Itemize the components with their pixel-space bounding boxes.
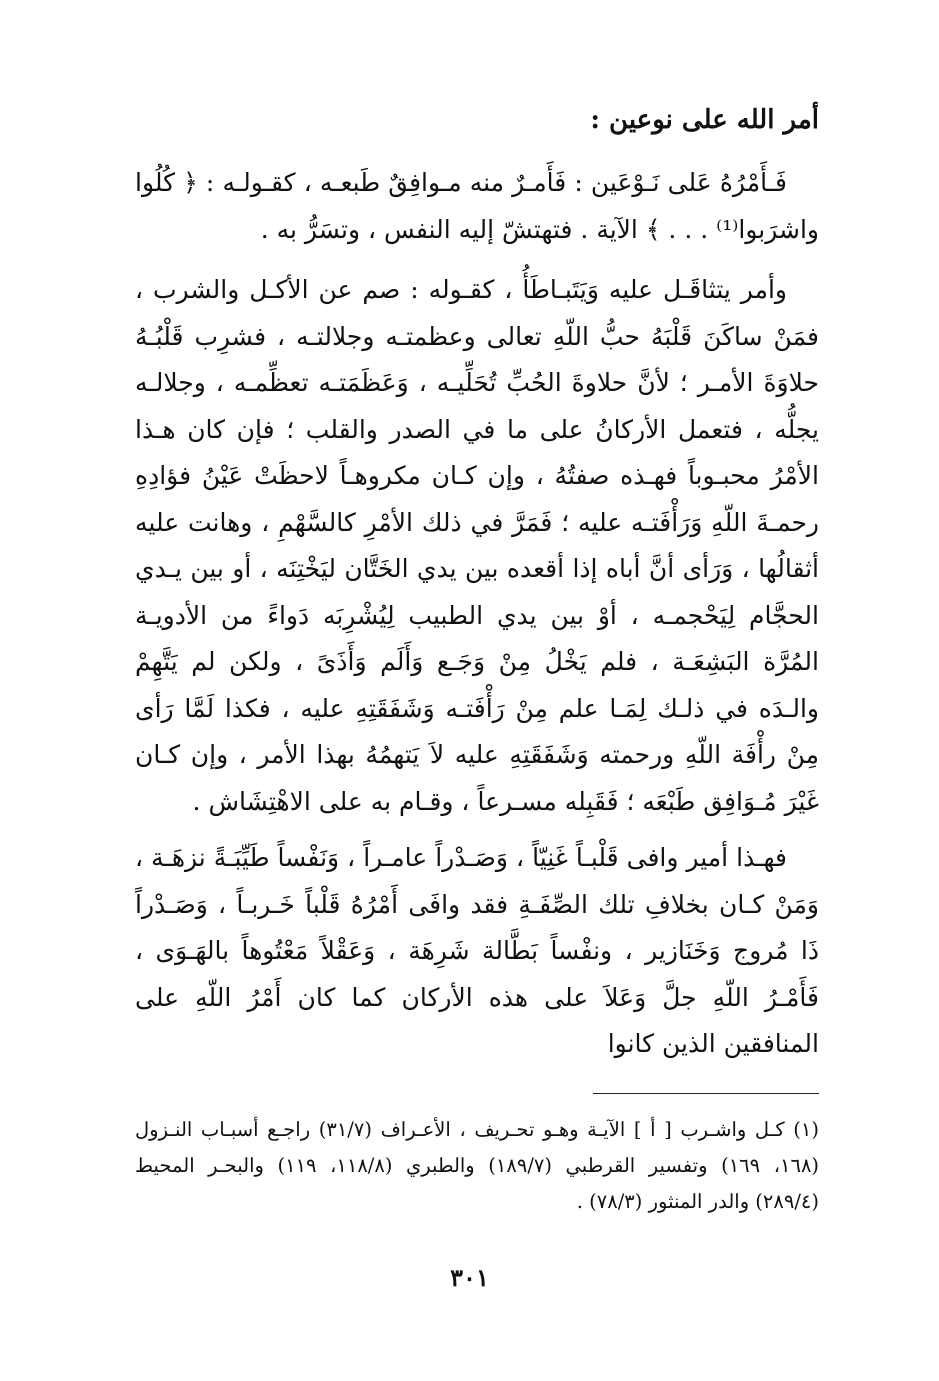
page-number: ٣٠١ xyxy=(450,1263,489,1292)
paragraph-2: وأمر يتثاقَـل عليه وَيَتَبـاطَأُ ، كقـوله : صم عن الأكـل والشرب ، فمَنْ ساكَنَ قَلْبَهُ حبُّ اللّهِ تعالى وعظمتـه وجلالتـه ، فشرِب قَلْبُـهُ حلاوَةَ الأمـر ؛ لأنَّ حلاوةَ الحُبِّ تُحَلِّيـه ، وَعَظَمَتـه تعظِّمـه ، وجلالـه يجلُّه ، فتعمل الأركانُ على ما في الصدر والقلب ؛ فإن كان هـذا الأمْرُ محبـوباً فهـذه صفتُهُ ، وإن كـان مكروهـاً لاحظَتْ عَيْنُ فؤادِهِ رحمـةَ اللّهِ وَرَأْفَتـه عليه ؛ فَمَرَّ في ذلك الأمْرِ كالسَّهْمِ ، وهانت عليه أثقالُها ، وَرَأى أنَّ أباه إذا أقعده بين يدي الخَتَّان ليَخْتِنَه ، أو بين يـدي الحجَّام لِيَحْجمـه ، أوْ بين يدي الطبيب لِيُشْرِبَه دَواءً من الأدويـة المُرَّة البَشِعَـة ، فلم يَخْلُ مِنْ وَجَـع وَأَلَم وَأَذَىً ، ولكن لم يَتَّهِمْ والـدَه في ذلـك لِمَـا علم مِنْ رَأْفَتـه وَشَفَقَتِهِ عليه ، فكذا لَمَّا رَأى مِنْ رأْفَة اللّهِ ورحمته وَشَفَقَتِهِ عليه لاَ يَتهمُهُ بهذا الأمر ، وإن كـان غَيْرَ مُـوَافِق طَبْعَه ؛ فَقَبِله مسـرعاً ، وقـام به على الاهْتِشَاش . xyxy=(135,275,819,816)
footnote: (١) كـل واشـرب [ أ ] الآيـة وهـو تحـريف ، الأعـراف (٣١/٧) راجـع أسبـاب النـزول (١٦٨، ١٦٩) وتفسير القرطبي (١٨٩/٧) والطبري (١١٨/٨، ١١٩) والبحـر المحيط (٢٨٩/٤) والدر المنثور (٧٨/٣) . xyxy=(135,1118,820,1213)
main-text xyxy=(135,160,819,1078)
section-heading: أمر الله على نوعين : xyxy=(590,105,819,135)
paragraph-3: فهـذا أمير وافى قَلْبـاً غَنِيّاً ، وَصَـدْراً عامـراً ، وَنَفْساً طَيِّبَـةً نزهَـة ، وَمَنْ كـان بخلافِ تلك الصِّفَـةِ فقد وافَى أَمْرُهُ قَلْباً خَـربـاً ، وَصَـدْراً ذَا مُروج وَخَنَازير ، ونفْساً بَطَّالة شَرِهَة ، وَعَقْلاً مَعْتُوهاً بالهَـوَى ، فَأَمْـرُ اللّهِ جلَّ وَعَلاَ على هذه الأركان كما كان أَمْرُ اللّهِ على المنافقين الذين كانوا xyxy=(135,843,819,1058)
footnote-divider xyxy=(593,1093,819,1094)
paragraph-1: فَـأَمْرُهُ عَلى نَـوْعَين : فَأَمـرٌ منه مـوافِقٌ طَبعـه ، كقـولـه : ﴿ كُلُوا واشرَبوا⁽¹⁾ . . . ﴾ الآية . فتهتشّ إليه النفس ، وتسَرُّ به . xyxy=(135,168,819,244)
